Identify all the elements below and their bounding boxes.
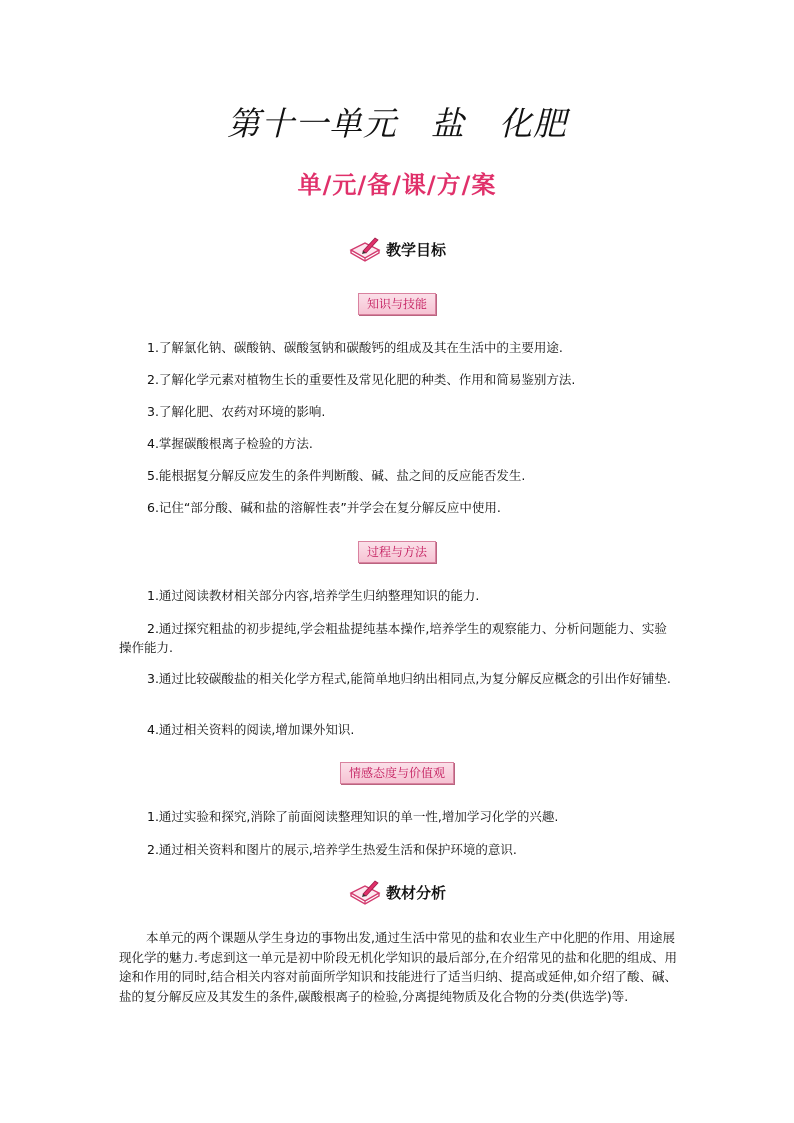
- section-heading-label: 教学目标: [385, 240, 446, 259]
- list-item: 1.通过实验和探究,消除了前面阅读整理知识的单一性,增加学习化学的兴趣.: [147, 809, 559, 824]
- list-item: 1.了解氯化钠、碳酸钠、碳酸氢钠和碳酸钙的组成及其在生活中的主要用途.: [147, 340, 563, 355]
- list-item: 4.掌握碳酸根离子检验的方法.: [147, 436, 313, 451]
- list-item: 4.通过相关资料的阅读,增加课外知识.: [147, 722, 355, 737]
- page-subtitle: 单/元/备/课/方/案: [297, 171, 497, 199]
- page-title: 第十一单元 盐 化肥: [227, 104, 567, 143]
- list-item: 3.通过比较碳酸盐的相关化学方程式,能简单地归纳出相同点,为复分解反应概念的引出作好铺垫.: [147, 671, 671, 686]
- list-item: 1.通过阅读教材相关部分内容,培养学生归纳整理知识的能力.: [147, 588, 480, 603]
- list-item: 6.记住“部分酸、碱和盐的溶解性表”并学会在复分解反应中使用.: [147, 500, 501, 515]
- section-heading-analysis: [0, 878, 794, 906]
- label-attitudes-values: 情感态度与价值观: [340, 762, 454, 784]
- list-item: 2.了解化学元素对植物生长的重要性及常见化肥的种类、作用和简易鉴别方法.: [147, 372, 576, 387]
- list-item: 3.了解化肥、农药对环境的影响.: [147, 404, 326, 419]
- list-item: 2.通过相关资料和图片的展示,培养学生热爱生活和保护环境的意识.: [147, 842, 517, 857]
- section-heading-objectives: [0, 235, 794, 263]
- list-item: 5.能根据复分解反应发生的条件判断酸、碱、盐之间的反应能否发生.: [147, 468, 526, 483]
- section-heading-label: 教材分析: [385, 883, 446, 902]
- book-pencil-icon: [348, 235, 382, 263]
- book-pencil-icon: [348, 878, 382, 906]
- list-item: 2.通过探究粗盐的初步提纯,学会粗盐提纯基本操作,培养学生的观察能力、分析问题能力、实验操作能力.: [119, 621, 667, 655]
- analysis-paragraph: 本单元的两个课题从学生身边的事物出发,通过生活中常见的盐和农业生产中化肥的作用、用途展现化学的魅力.考虑到这一单元是初中阶段无机化学知识的最后部分,在介绍常见的盐和化肥的组成、用途和作用的同时,结合相关内容对前面所学知识和技能进行了适当归纳、提高或延伸,如介绍了酸、碱、盐的复分解反应及其发生的条件,碳酸根离子的检验,分离提纯物质及化合物的分类(供选学)等.: [119, 930, 677, 1004]
- label-process-methods: 过程与方法: [358, 541, 436, 563]
- label-knowledge-skills: 知识与技能: [358, 293, 436, 315]
